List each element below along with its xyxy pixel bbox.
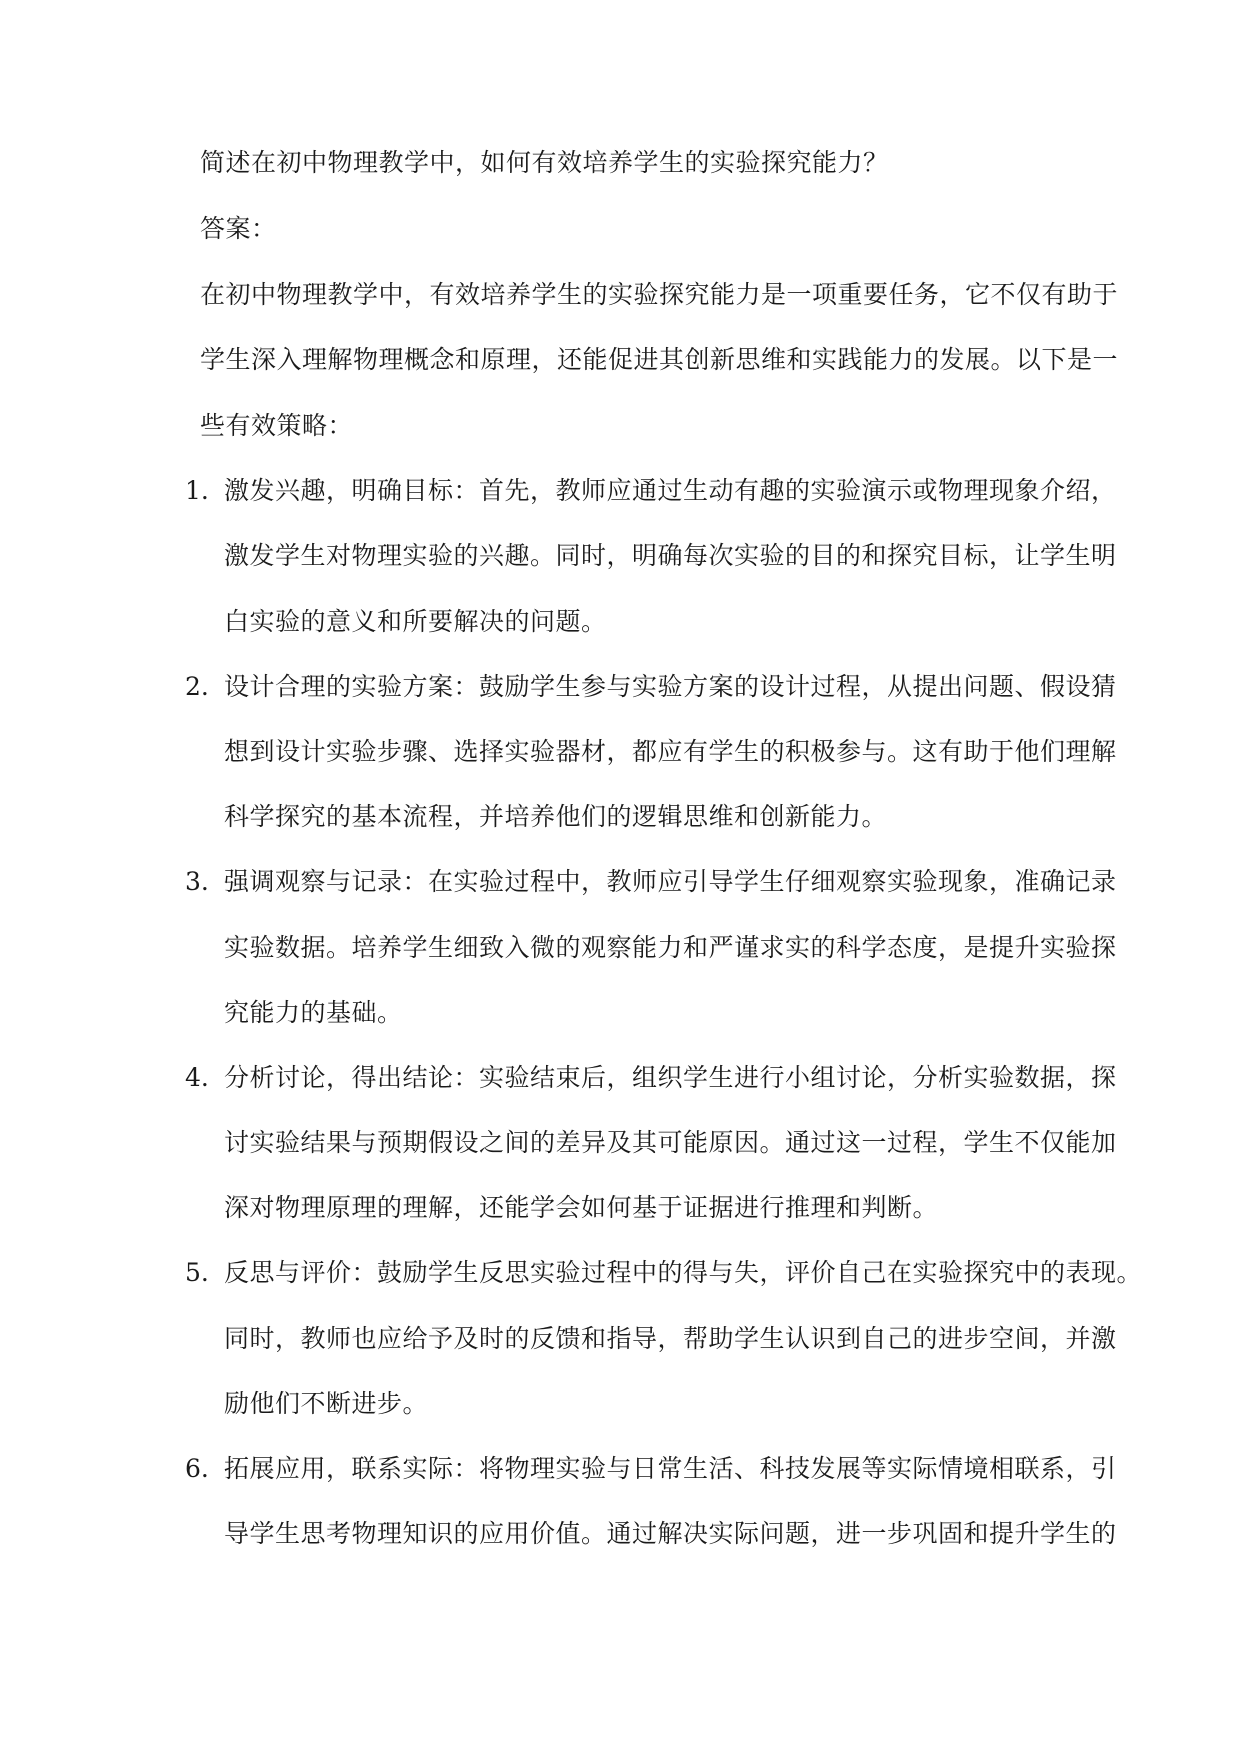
list-item-number: 5. [185,1258,209,1287]
list-item-line: 反思与评价：鼓励学生反思实验过程中的得与失，评价自己在实验探究中的表现。 [224,1258,1143,1287]
list-item-line: 究能力的基础。 [224,998,403,1027]
list-item-line: 实验数据。培养学生细致入微的观察能力和严谨求实的科学态度，是提升实验探 [224,933,1117,962]
list-item-line: 激发学生对物理实验的兴趣。同时，明确每次实验的目的和探究目标，让学生明 [224,541,1117,570]
list-item-line: 讨实验结果与预期假设之间的差异及其可能原因。通过这一过程，学生不仅能加 [224,1128,1117,1157]
intro-line-3: 些有效策略： [200,411,354,440]
intro-line-1: 在初中物理教学中，有效培养学生的实验探究能力是一项重要任务，它不仅有助于 [200,280,1119,309]
list-item-line: 同时，教师也应给予及时的反馈和指导，帮助学生认识到自己的进步空间，并激 [224,1324,1117,1353]
list-item-line: 设计合理的实验方案：鼓励学生参与实验方案的设计过程，从提出问题、假设猜 [224,672,1117,701]
list-item-line: 白实验的意义和所要解决的问题。 [224,607,607,636]
list-item-number: 2. [185,672,209,701]
question-title: 简述在初中物理教学中，如何有效培养学生的实验探究能力？ [200,148,889,177]
list-item-number: 3. [185,867,209,896]
list-item-number: 1. [185,476,209,505]
list-item-number: 4. [185,1063,209,1092]
list-item-line: 科学探究的基本流程，并培养他们的逻辑思维和创新能力。 [224,802,888,831]
list-item-line: 导学生思考物理知识的应用价值。通过解决实际问题，进一步巩固和提升学生的 [224,1519,1117,1548]
list-item-line: 分析讨论，得出结论：实验结束后，组织学生进行小组讨论，分析实验数据，探 [224,1063,1117,1092]
list-item-line: 激发兴趣，明确目标：首先，教师应通过生动有趣的实验演示或物理现象介绍， [224,476,1117,505]
list-item-number: 6. [185,1454,209,1483]
list-item-line: 励他们不断进步。 [224,1389,429,1418]
list-item-line: 深对物理原理的理解，还能学会如何基于证据进行推理和判断。 [224,1193,939,1222]
list-item-line: 拓展应用，联系实际：将物理实验与日常生活、科技发展等实际情境相联系，引 [224,1454,1117,1483]
list-item-line: 想到设计实验步骤、选择实验器材，都应有学生的积极参与。这有助于他们理解 [224,737,1117,766]
intro-line-2: 学生深入理解物理概念和原理，还能促进其创新思维和实践能力的发展。以下是一 [200,345,1119,374]
list-item-line: 强调观察与记录：在实验过程中，教师应引导学生仔细观察实验现象，准确记录 [224,867,1117,896]
answer-label: 答案： [200,214,277,243]
